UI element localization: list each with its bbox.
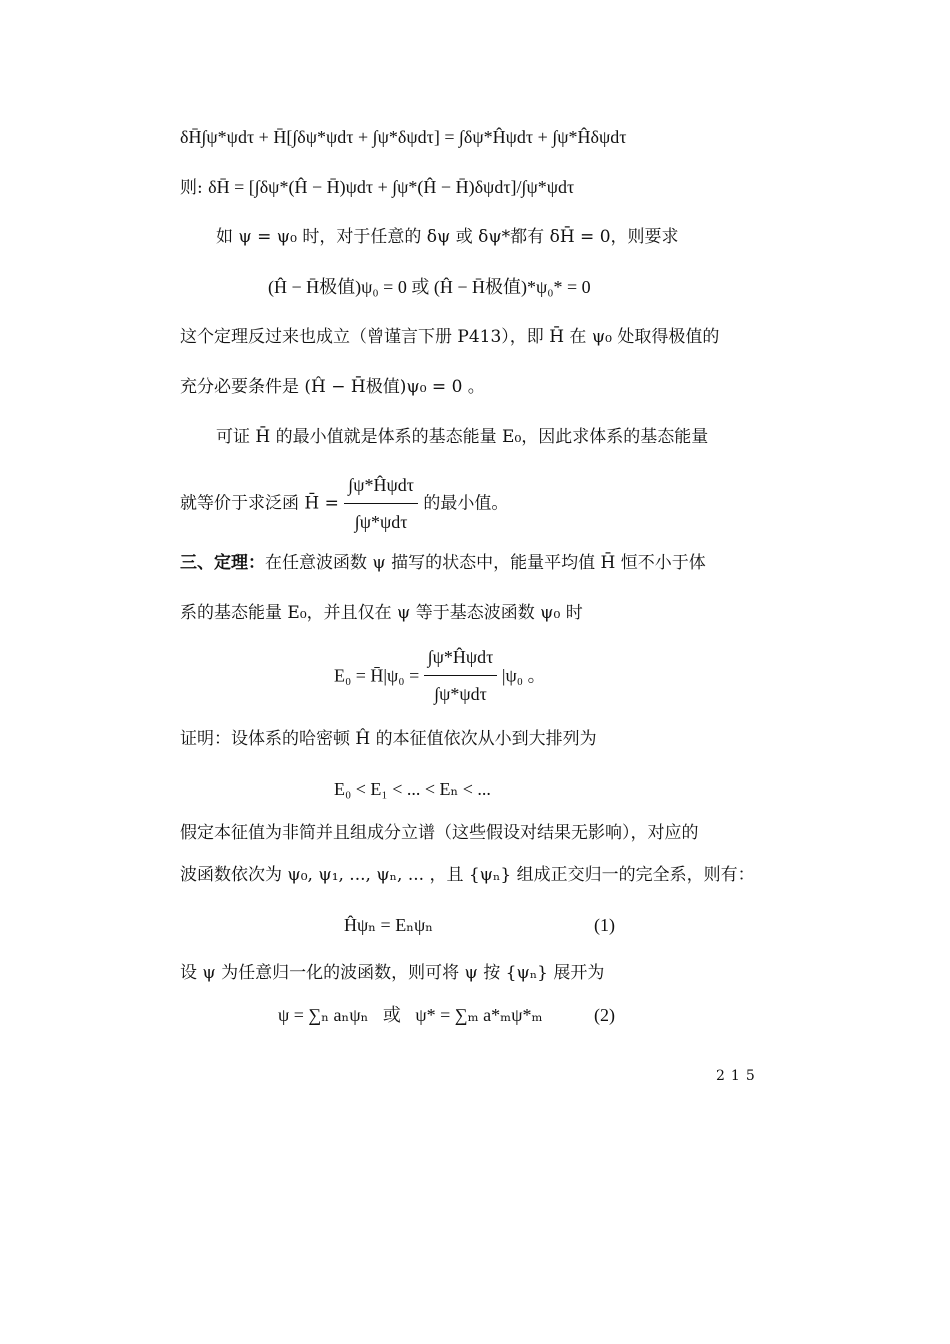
para3-pre: 就等价于求泛函 H̄ =: [180, 493, 339, 514]
theorem-text: 在任意波函数 ψ 描写的状态中，能量平均值 H̄ 恒不小于体: [265, 553, 706, 573]
paragraph-assumption-line1: 假定本征值为非简并且组成分立谱（这些假设对结果无影响），对应的: [180, 823, 699, 843]
page-number: 215: [716, 1068, 761, 1084]
theorem-line2: 系的基态能量 E₀，并且仅在 ψ 等于基态波函数 ψ₀ 时: [180, 603, 583, 623]
para3-post: 的最小值。: [423, 493, 509, 514]
equation-number-1: (1): [594, 915, 615, 935]
fraction-denominator: ∫ψ*ψdτ: [354, 512, 408, 532]
equation-delta-h: [180, 176, 574, 199]
equation-number-2: (2): [594, 1005, 615, 1025]
eq2-prefix: 则:: [180, 178, 203, 198]
paragraph-converse-line2: 充分必要条件是 (Ĥ − H̄极值)ψ₀ = 0 。: [180, 377, 485, 397]
equation-eigen: Ĥψₙ = Eₙψₙ: [344, 915, 434, 935]
eq4-denominator: ∫ψ*ψdτ: [434, 684, 487, 704]
theorem-label: 三、定理：: [180, 553, 265, 573]
eq4-fraction: [424, 642, 498, 709]
equation-ground-energy: [334, 642, 546, 709]
equation-eigen-order: E₀ < E₁ < ... < Eₙ < ...: [334, 779, 491, 799]
paragraph-assumption-line2: 波函数依次为 ψ₀, ψ₁, ..., ψₙ, ... ，且 {ψₙ} 组成正交归一的完全系，则有：: [180, 865, 755, 885]
eq4-post: |ψ₀ 。: [501, 665, 546, 686]
functional-fraction: [344, 470, 418, 537]
equation-extremum: (Ĥ − H̄极值)ψ₀ = 0 或 (Ĥ − H̄极值)*ψ₀* = 0: [268, 277, 591, 297]
theorem-line1: [180, 552, 706, 574]
eq4-numerator: ∫ψ*Ĥψdτ: [424, 642, 498, 676]
equation-expansion: [278, 1004, 543, 1026]
eq7-left: ψ = ∑ₙ aₙψₙ: [278, 1005, 369, 1025]
paragraph-expansion: 设 ψ 为任意归一化的波函数，则可将 ψ 按 {ψₙ} 展开为: [180, 963, 605, 983]
equation-variation: δH̄∫ψ*ψdτ + H̄[∫δψ*ψdτ + ∫ψ*δψdτ] = ∫δψ*Ĥψdτ + ∫ψ*Ĥδψdτ: [180, 127, 627, 147]
fraction-numerator: ∫ψ*Ĥψdτ: [344, 470, 418, 504]
proof-line: 证明：设体系的哈密顿 Ĥ 的本征值依次从小到大排列为: [180, 729, 597, 749]
paragraph-converse-line1: 这个定理反过来也成立（曾谨言下册 P413），即 H̄ 在 ψ₀ 处取得极值的: [180, 327, 720, 347]
paragraph-condition: 如 ψ = ψ₀ 时，对于任意的 δψ 或 δψ*都有 δH̄ = 0，则要求: [216, 227, 679, 247]
eq7-right: ψ* = ∑ₘ a*ₘψ*ₘ: [415, 1005, 543, 1025]
eq2-body: δH̄ = [∫δψ*(Ĥ − H̄)ψdτ + ∫ψ*(Ĥ − H̄)δψdτ]/∫ψ*ψdτ: [208, 177, 575, 197]
paragraph-ground-state-line2: [180, 470, 508, 537]
paragraph-ground-state-line1: 可证 H̄ 的最小值就是体系的基态能量 E₀，因此求体系的基态能量: [216, 427, 709, 447]
eq7-or: 或: [382, 1005, 401, 1025]
eq4-pre: E₀ = H̄|ψ₀ =: [334, 665, 420, 686]
